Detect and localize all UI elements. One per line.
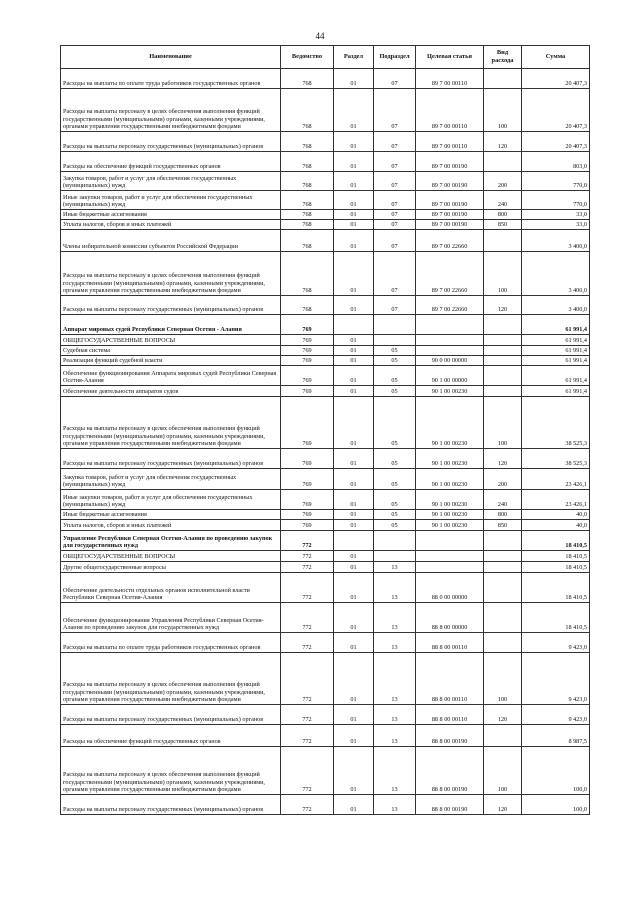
cell-expense-kind <box>484 562 522 573</box>
cell-expense-kind <box>484 603 522 633</box>
cell-expense-kind: 800 <box>484 210 522 220</box>
table-row <box>61 469 590 490</box>
cell-target-article <box>416 346 484 356</box>
cell-subsection: 13 <box>374 725 416 747</box>
cell-name: Расходы на выплаты по оплате труда работников государственных органов <box>61 633 281 653</box>
cell-subsection: 13 <box>374 633 416 653</box>
cell-amount: 9 423,0 <box>522 653 590 705</box>
cell-section: 01 <box>334 220 374 230</box>
table-row <box>61 230 590 252</box>
cell-expense-kind: 200 <box>484 469 522 490</box>
cell-target-article: 89 7 00 00110 <box>416 132 484 152</box>
cell-target-article: 90 1 00 00230 <box>416 469 484 490</box>
cell-section: 01 <box>334 603 374 633</box>
cell-subsection: 07 <box>374 220 416 230</box>
cell-name: Расходы на выплаты персоналу в целях обеспечения выполнения функций государственными (муниципальными) органами, казенными учреждениями, органами управления государственными внебюджетными фондами <box>61 397 281 449</box>
cell-target-article: 89 7 00 00190 <box>416 191 484 210</box>
header-amount: Сумма <box>522 46 590 69</box>
cell-section: 01 <box>334 725 374 747</box>
cell-section: 01 <box>334 449 374 469</box>
cell-name: Иные бюджетные ассигнования <box>61 510 281 520</box>
cell-amount: 20 407,3 <box>522 132 590 152</box>
cell-department: 768 <box>281 252 334 296</box>
cell-amount: 9 423,0 <box>522 633 590 653</box>
table-row <box>61 653 590 705</box>
cell-amount: 23 426,1 <box>522 490 590 510</box>
cell-target-article: 90 0 00 00000 <box>416 356 484 366</box>
cell-department: 769 <box>281 469 334 490</box>
cell-target-article: 88 8 00 00190 <box>416 795 484 815</box>
cell-target-article: 90 1 00 00230 <box>416 490 484 510</box>
cell-amount: 18 410,5 <box>522 531 590 551</box>
cell-section: 01 <box>334 356 374 366</box>
cell-department: 768 <box>281 296 334 315</box>
cell-department: 769 <box>281 386 334 397</box>
cell-department: 769 <box>281 356 334 366</box>
table-row <box>61 747 590 795</box>
cell-name: Уплата налогов, сборов и иных платежей <box>61 520 281 531</box>
cell-subsection: 07 <box>374 191 416 210</box>
table-row <box>61 573 590 603</box>
cell-expense-kind: 100 <box>484 397 522 449</box>
cell-department: 768 <box>281 230 334 252</box>
cell-name: Судебная система <box>61 346 281 356</box>
cell-section: 01 <box>334 795 374 815</box>
cell-target-article: 88 0 00 00000 <box>416 573 484 603</box>
cell-amount: 40,0 <box>522 510 590 520</box>
cell-target-article: 88 8 00 00000 <box>416 603 484 633</box>
cell-subsection <box>374 315 416 335</box>
cell-name: Другие общегосударственные вопросы <box>61 562 281 573</box>
cell-amount: 18 410,5 <box>522 573 590 603</box>
cell-subsection <box>374 531 416 551</box>
cell-amount: 61 991,4 <box>522 346 590 356</box>
cell-section: 01 <box>334 191 374 210</box>
cell-amount: 18 410,5 <box>522 551 590 562</box>
cell-expense-kind: 120 <box>484 705 522 725</box>
cell-subsection: 13 <box>374 653 416 705</box>
cell-section: 01 <box>334 335 374 346</box>
table-row <box>61 315 590 335</box>
cell-expense-kind: 100 <box>484 653 522 705</box>
cell-expense-kind <box>484 366 522 386</box>
cell-expense-kind <box>484 356 522 366</box>
cell-subsection <box>374 335 416 346</box>
cell-amount: 38 525,3 <box>522 397 590 449</box>
cell-subsection: 05 <box>374 510 416 520</box>
cell-section: 01 <box>334 633 374 653</box>
cell-department: 768 <box>281 191 334 210</box>
cell-expense-kind <box>484 315 522 335</box>
cell-section: 01 <box>334 490 374 510</box>
cell-name: Расходы на выплаты персоналу государственных (муниципальных) органов <box>61 132 281 152</box>
cell-subsection: 05 <box>374 356 416 366</box>
cell-subsection: 13 <box>374 562 416 573</box>
cell-name: Закупка товаров, работ и услуг для обеспечения государственных (муниципальных) нужд <box>61 469 281 490</box>
cell-section: 01 <box>334 296 374 315</box>
cell-subsection: 13 <box>374 603 416 633</box>
cell-name: Расходы на выплаты персоналу государственных (муниципальных) органов <box>61 705 281 725</box>
cell-target-article: 89 7 00 22660 <box>416 230 484 252</box>
table-row <box>61 356 590 366</box>
cell-subsection: 07 <box>374 252 416 296</box>
table-row <box>61 633 590 653</box>
cell-target-article: 89 7 00 00110 <box>416 69 484 89</box>
cell-expense-kind: 120 <box>484 449 522 469</box>
cell-expense-kind <box>484 725 522 747</box>
cell-name: Члены избирательной комиссии субъектов Российской Федерации <box>61 230 281 252</box>
cell-section: 01 <box>334 132 374 152</box>
cell-expense-kind: 100 <box>484 747 522 795</box>
cell-expense-kind: 800 <box>484 510 522 520</box>
table-row <box>61 603 590 633</box>
cell-subsection: 07 <box>374 132 416 152</box>
cell-amount: 100,0 <box>522 795 590 815</box>
page-number: 44 <box>315 31 325 41</box>
cell-department: 772 <box>281 747 334 795</box>
cell-expense-kind <box>484 633 522 653</box>
cell-amount: 8 987,5 <box>522 725 590 747</box>
cell-section <box>334 531 374 551</box>
cell-expense-kind: 200 <box>484 172 522 191</box>
cell-section: 01 <box>334 89 374 132</box>
cell-expense-kind <box>484 152 522 172</box>
cell-name: Расходы на обеспечение функций государственных органов <box>61 725 281 747</box>
cell-target-article <box>416 531 484 551</box>
cell-department: 772 <box>281 725 334 747</box>
header-name: Наименование <box>61 46 281 69</box>
cell-expense-kind: 120 <box>484 132 522 152</box>
cell-section: 01 <box>334 573 374 603</box>
cell-department: 769 <box>281 397 334 449</box>
table-row <box>61 296 590 315</box>
cell-target-article: 90 1 00 00230 <box>416 520 484 531</box>
cell-section: 01 <box>334 252 374 296</box>
table-row <box>61 132 590 152</box>
header-subsection: Подраздел <box>374 46 416 69</box>
cell-name: Управление Республики Северная Осетия-Алания по проведению закупок для государственных нужд <box>61 531 281 551</box>
cell-expense-kind: 850 <box>484 220 522 230</box>
cell-subsection: 13 <box>374 747 416 795</box>
cell-amount: 18 410,5 <box>522 603 590 633</box>
cell-section <box>334 315 374 335</box>
cell-name: Обеспечение деятельности аппаратов судов <box>61 386 281 397</box>
cell-target-article: 90 1 00 00230 <box>416 510 484 520</box>
cell-department: 769 <box>281 449 334 469</box>
cell-subsection: 13 <box>374 573 416 603</box>
cell-subsection: 05 <box>374 449 416 469</box>
cell-subsection: 13 <box>374 795 416 815</box>
cell-department: 768 <box>281 152 334 172</box>
cell-section: 01 <box>334 346 374 356</box>
cell-name: ОБЩЕГОСУДАРСТВЕННЫЕ ВОПРОСЫ <box>61 551 281 562</box>
cell-name: Реализация функций судебной власти <box>61 356 281 366</box>
table-row <box>61 69 590 89</box>
table-row <box>61 366 590 386</box>
table-row <box>61 510 590 520</box>
cell-amount: 770,0 <box>522 172 590 191</box>
table-row <box>61 172 590 191</box>
cell-amount: 770,0 <box>522 191 590 210</box>
cell-subsection <box>374 551 416 562</box>
cell-department: 769 <box>281 335 334 346</box>
cell-department: 772 <box>281 531 334 551</box>
table-row <box>61 490 590 510</box>
cell-subsection: 07 <box>374 89 416 132</box>
cell-name: Расходы на выплаты персоналу в целях обеспечения выполнения функций государственными (муниципальными) органами, казенными учреждениями, органами управления государственными внебюджетными фондами <box>61 252 281 296</box>
cell-target-article: 89 7 00 00190 <box>416 220 484 230</box>
cell-amount: 803,0 <box>522 152 590 172</box>
cell-section: 01 <box>334 386 374 397</box>
cell-section: 01 <box>334 69 374 89</box>
cell-amount: 61 991,4 <box>522 315 590 335</box>
cell-amount: 3 400,0 <box>522 230 590 252</box>
table-row <box>61 252 590 296</box>
cell-name: Обеспечение функционирования Управления Республики Северная Осетия-Алания по проведению закупок для государственных нужд <box>61 603 281 633</box>
table-row <box>61 220 590 230</box>
cell-subsection: 05 <box>374 386 416 397</box>
table-row <box>61 562 590 573</box>
cell-section: 01 <box>334 397 374 449</box>
table-header-row <box>61 46 590 69</box>
cell-amount: 33,0 <box>522 220 590 230</box>
cell-section: 01 <box>334 705 374 725</box>
cell-amount: 23 426,1 <box>522 469 590 490</box>
cell-department: 772 <box>281 633 334 653</box>
table-row <box>61 210 590 220</box>
table-row <box>61 705 590 725</box>
cell-name: ОБЩЕГОСУДАРСТВЕННЫЕ ВОПРОСЫ <box>61 335 281 346</box>
cell-name: Расходы на выплаты персоналу в целях обеспечения выполнения функций государственными (муниципальными) органами, казенными учреждениями, органами управления государственными внебюджетными фондами <box>61 89 281 132</box>
cell-expense-kind: 120 <box>484 795 522 815</box>
cell-department: 768 <box>281 89 334 132</box>
cell-name: Закупка товаров, работ и услуг для обеспечения государственных (муниципальных) нужд <box>61 172 281 191</box>
cell-name: Иные закупки товаров, работ и услуг для обеспечения государственных (муниципальных) нужд <box>61 490 281 510</box>
cell-name: Расходы на выплаты персоналу государственных (муниципальных) органов <box>61 795 281 815</box>
cell-expense-kind <box>484 230 522 252</box>
cell-section: 01 <box>334 172 374 191</box>
cell-department: 768 <box>281 69 334 89</box>
cell-name: Уплата налогов, сборов и иных платежей <box>61 220 281 230</box>
cell-target-article: 88 8 00 00190 <box>416 725 484 747</box>
table-row <box>61 449 590 469</box>
cell-subsection: 07 <box>374 172 416 191</box>
cell-department: 769 <box>281 346 334 356</box>
cell-expense-kind: 100 <box>484 89 522 132</box>
cell-name: Расходы на выплаты персоналу государственных (муниципальных) органов <box>61 296 281 315</box>
cell-section: 01 <box>334 653 374 705</box>
cell-target-article: 88 8 00 00110 <box>416 653 484 705</box>
header-section: Раздел <box>334 46 374 69</box>
cell-name: Обеспечение функционирования Аппарата мировых судей Республики Северная Осетия-Алания <box>61 366 281 386</box>
cell-name: Расходы на выплаты персоналу в целях обеспечения выполнения функций государственными (муниципальными) органами, казенными учреждениями, органами управления государственными внебюджетными фондами <box>61 747 281 795</box>
cell-amount: 61 991,4 <box>522 386 590 397</box>
cell-department: 772 <box>281 562 334 573</box>
cell-amount: 61 991,4 <box>522 366 590 386</box>
header-target-article: Целевая статья <box>416 46 484 69</box>
cell-target-article <box>416 551 484 562</box>
cell-amount: 61 991,4 <box>522 335 590 346</box>
cell-section: 01 <box>334 230 374 252</box>
cell-name: Аппарат мировых судей Республики Северная Осетия - Алания <box>61 315 281 335</box>
table-row <box>61 795 590 815</box>
cell-amount: 20 407,3 <box>522 89 590 132</box>
cell-subsection: 07 <box>374 152 416 172</box>
table-row <box>61 152 590 172</box>
cell-expense-kind <box>484 69 522 89</box>
cell-department: 772 <box>281 795 334 815</box>
table-row <box>61 335 590 346</box>
table-row <box>61 725 590 747</box>
cell-department: 769 <box>281 366 334 386</box>
cell-amount: 3 400,0 <box>522 252 590 296</box>
cell-expense-kind <box>484 386 522 397</box>
table-row <box>61 191 590 210</box>
cell-amount: 9 423,0 <box>522 705 590 725</box>
cell-name: Расходы на выплаты персоналу государственных (муниципальных) органов <box>61 449 281 469</box>
cell-target-article: 88 8 00 00110 <box>416 705 484 725</box>
table-row <box>61 397 590 449</box>
cell-section: 01 <box>334 562 374 573</box>
cell-section: 01 <box>334 469 374 490</box>
cell-department: 769 <box>281 315 334 335</box>
cell-amount: 18 410,5 <box>522 562 590 573</box>
cell-department: 772 <box>281 705 334 725</box>
cell-amount: 100,0 <box>522 747 590 795</box>
cell-target-article: 90 1 00 00230 <box>416 449 484 469</box>
cell-name: Расходы на выплаты персоналу в целях обеспечения выполнения функций государственными (муниципальными) органами, казенными учреждениями, органами управления государственными внебюджетными фондами <box>61 653 281 705</box>
cell-subsection: 05 <box>374 490 416 510</box>
cell-expense-kind: 100 <box>484 252 522 296</box>
table-row <box>61 346 590 356</box>
cell-subsection: 07 <box>374 210 416 220</box>
cell-target-article: 89 7 00 00190 <box>416 210 484 220</box>
cell-department: 768 <box>281 210 334 220</box>
cell-target-article: 89 7 00 00110 <box>416 89 484 132</box>
cell-expense-kind <box>484 573 522 603</box>
cell-target-article: 88 8 00 00110 <box>416 633 484 653</box>
budget-table <box>60 45 590 815</box>
cell-target-article: 89 7 00 22660 <box>416 252 484 296</box>
cell-target-article <box>416 315 484 335</box>
table-row <box>61 520 590 531</box>
cell-department: 768 <box>281 172 334 191</box>
cell-section: 01 <box>334 520 374 531</box>
table-row <box>61 531 590 551</box>
cell-department: 769 <box>281 510 334 520</box>
cell-amount: 38 525,3 <box>522 449 590 469</box>
cell-target-article: 89 7 00 00190 <box>416 152 484 172</box>
cell-name: Иные закупки товаров, работ и услуг для обеспечения государственных (муниципальных) нужд <box>61 191 281 210</box>
cell-name: Обеспечение деятельности отдельных органов исполнительной власти Республики Северная Осетия-Алания <box>61 573 281 603</box>
cell-subsection: 05 <box>374 469 416 490</box>
cell-expense-kind: 240 <box>484 191 522 210</box>
table-body <box>61 69 590 815</box>
cell-expense-kind <box>484 551 522 562</box>
cell-target-article <box>416 562 484 573</box>
cell-expense-kind <box>484 531 522 551</box>
cell-subsection: 05 <box>374 520 416 531</box>
cell-department: 772 <box>281 573 334 603</box>
cell-name: Иные бюджетные ассигнования <box>61 210 281 220</box>
table-row <box>61 386 590 397</box>
cell-department: 772 <box>281 551 334 562</box>
cell-target-article <box>416 335 484 346</box>
cell-target-article: 89 7 00 22660 <box>416 296 484 315</box>
cell-target-article: 90 1 00 00230 <box>416 397 484 449</box>
cell-target-article: 90 1 00 00230 <box>416 386 484 397</box>
header-expense-kind: Вид расхода <box>484 46 522 69</box>
cell-amount: 61 991,4 <box>522 356 590 366</box>
cell-subsection: 05 <box>374 397 416 449</box>
cell-amount: 33,0 <box>522 210 590 220</box>
table-row <box>61 89 590 132</box>
table-row <box>61 551 590 562</box>
cell-department: 768 <box>281 220 334 230</box>
cell-department: 769 <box>281 520 334 531</box>
cell-subsection: 07 <box>374 230 416 252</box>
cell-subsection: 07 <box>374 296 416 315</box>
header-department: Ведомство <box>281 46 334 69</box>
cell-expense-kind: 240 <box>484 490 522 510</box>
cell-target-article: 89 7 00 00190 <box>416 172 484 191</box>
cell-subsection: 05 <box>374 346 416 356</box>
cell-subsection: 07 <box>374 69 416 89</box>
cell-expense-kind <box>484 335 522 346</box>
cell-expense-kind: 120 <box>484 296 522 315</box>
cell-name: Расходы на выплаты по оплате труда работников государственных органов <box>61 69 281 89</box>
cell-target-article: 88 8 00 00190 <box>416 747 484 795</box>
cell-section: 01 <box>334 510 374 520</box>
cell-subsection: 13 <box>374 705 416 725</box>
cell-department: 769 <box>281 490 334 510</box>
cell-section: 01 <box>334 551 374 562</box>
cell-amount: 3 400,0 <box>522 296 590 315</box>
cell-expense-kind: 850 <box>484 520 522 531</box>
cell-section: 01 <box>334 152 374 172</box>
cell-amount: 40,0 <box>522 520 590 531</box>
cell-department: 772 <box>281 603 334 633</box>
cell-section: 01 <box>334 747 374 795</box>
cell-target-article: 90 1 00 00000 <box>416 366 484 386</box>
cell-section: 01 <box>334 366 374 386</box>
cell-amount: 20 407,3 <box>522 69 590 89</box>
cell-section: 01 <box>334 210 374 220</box>
cell-department: 772 <box>281 653 334 705</box>
cell-subsection: 05 <box>374 366 416 386</box>
cell-name: Расходы на обеспечение функций государственных органов <box>61 152 281 172</box>
cell-department: 768 <box>281 132 334 152</box>
cell-expense-kind <box>484 346 522 356</box>
